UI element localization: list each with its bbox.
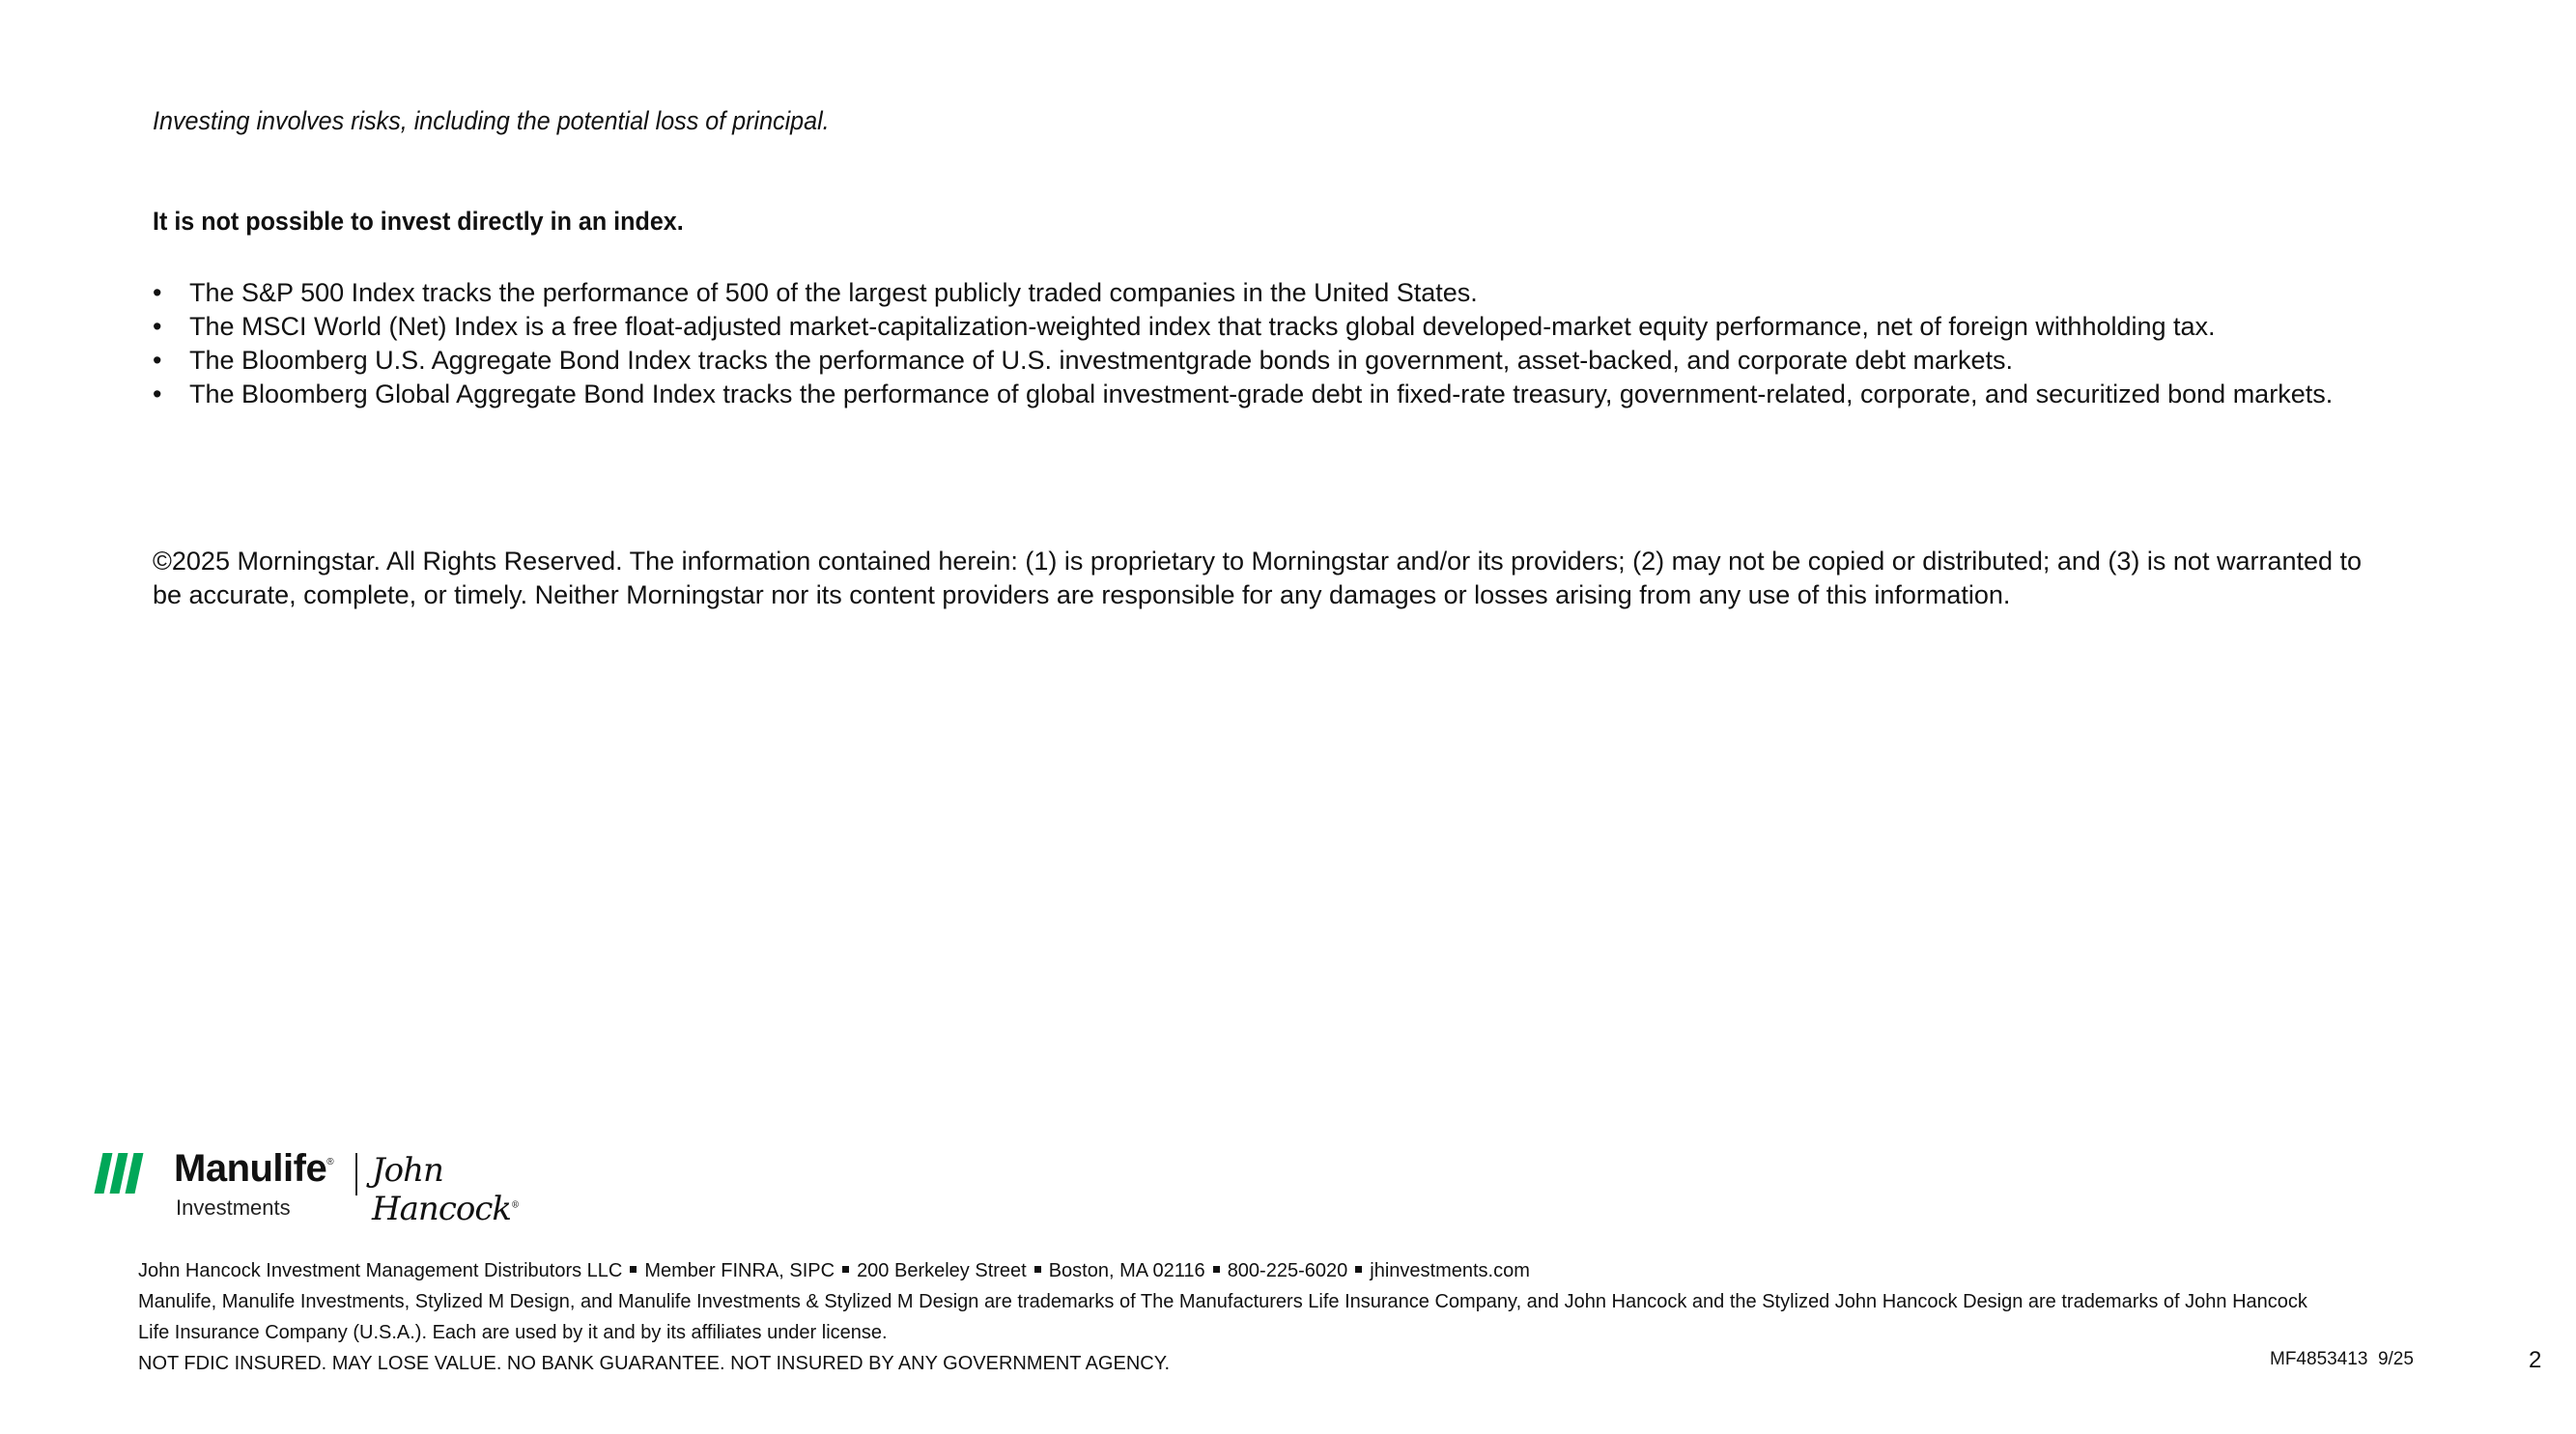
manulife-wordmark: Manulife® [174,1147,334,1190]
phone-number: 800-225-6020 [1227,1260,1348,1281]
manulife-m-icon [95,1153,139,1194]
street-address: 200 Berkeley Street [857,1260,1027,1281]
footer-contact-line [138,1255,2360,1286]
bullet-icon: • [153,312,162,341]
investments-wordmark: Investments [176,1195,291,1220]
bullet-icon: • [153,278,162,307]
logo-divider [355,1153,357,1195]
list-item-sp500 [153,276,2403,310]
separator-square-icon [1213,1266,1220,1273]
risk-statement: Investing involves risks, including the potential loss of principal. [153,106,830,135]
footer [138,1255,2360,1379]
distributor-name: John Hancock Investment Management Distributors LLC [138,1260,623,1281]
page-number: 2 [2529,1347,2542,1373]
separator-square-icon [1355,1266,1362,1273]
city-state-zip: Boston, MA 02116 [1048,1260,1205,1281]
john-hancock-signature: John Hancock® [372,1151,519,1228]
separator-square-icon [1034,1266,1041,1273]
manulife-john-hancock-logo [95,1147,558,1228]
index-definitions-list [153,276,2403,411]
list-item-bloomberg-global-agg [153,378,2403,411]
index-definition-text: The MSCI World (Net) Index is a free float-adjusted market-capitalization-weighted index that tracks global developed-market equity performance, net of foreign withholding tax. [189,312,2216,341]
trademark-notice: Manulife, Manulife Investments, Stylized M Design, and Manulife Investments & Stylized M Design are trademarks of The Manufacturers Life Insurance Company, and John Hancock and the Stylized John Hancock Design are trademarks of John Hancock Life Insurance Company (U.S.A.). Each are used by it and by its affiliates under license. [138,1291,2307,1343]
index-definition-text: The S&P 500 Index tracks the performance of 500 of the largest publicly traded companies in the United States. [189,278,1478,307]
membership: Member FINRA, SIPC [644,1260,835,1281]
separator-square-icon [842,1266,849,1273]
list-item-msci-world [153,310,2403,344]
bullet-icon: • [153,346,162,375]
document-code: MF4853413 9/25 [2270,1349,2414,1369]
morningstar-disclaimer: ©2025 Morningstar. All Rights Reserved. The information contained herein: (1) is proprietary to Morningstar and/or its providers; (2) may not be copied or distributed; and (3) is not warranted to be accurate, complete, or timely. Neither Morningstar nor its content providers are responsible for any damages or losses arising from any use of this information. [153,547,2363,609]
insurance-notice: NOT FDIC INSURED. MAY LOSE VALUE. NO BANK GUARANTEE. NOT INSURED BY ANY GOVERNMENT AGENCY. [138,1353,1171,1374]
list-item-bloomberg-us-agg [153,344,2403,378]
index-definition-text: The Bloomberg U.S. Aggregate Bond Index tracks the performance of U.S. investmentgrade bonds in government, asset-backed, and corporate debt markets. [189,346,2014,375]
index-heading: It is not possible to invest directly in an index. [153,207,684,236]
index-definition-text: The Bloomberg Global Aggregate Bond Index tracks the performance of global investment-grade debt in fixed-rate treasury, government-related, corporate, and securitized bond markets. [189,380,2334,408]
website-link[interactable]: jhinvestments.com [1370,1260,1530,1281]
separator-square-icon [630,1266,637,1273]
bullet-icon: • [153,380,162,408]
